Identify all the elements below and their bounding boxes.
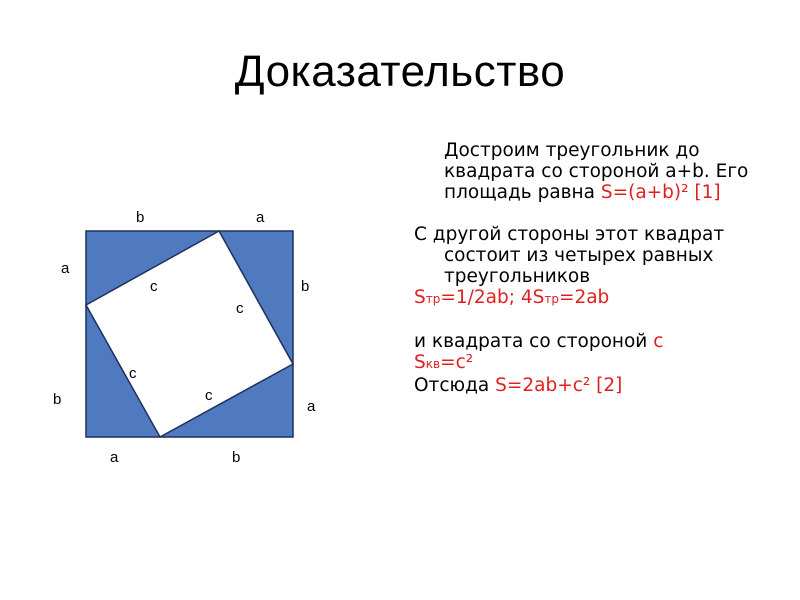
label-right-b: b — [301, 278, 310, 295]
label-top-b: b — [136, 209, 145, 226]
paragraph-4 — [414, 375, 784, 396]
p3-main-text: и квадрата со стороной — [414, 331, 654, 352]
formula-square: Sкв=c² — [414, 352, 474, 373]
p4-main-text: Отсюда — [414, 375, 496, 396]
label-c-bottom-right: c — [205, 387, 213, 404]
paragraph-3 — [414, 331, 784, 352]
p1-main-text: Достроим треугольник до квадрата со стороной a+b. Его площадь равна — [444, 140, 749, 203]
paragraph-1 — [414, 140, 784, 203]
p1-formula: S=(a+b)² [1] — [600, 182, 721, 203]
label-c-bottom-left: c — [129, 365, 137, 382]
label-bottom-b: b — [232, 449, 241, 466]
slide-title: Доказательство — [234, 47, 566, 96]
p4-formula: S=2ab+c² [2] — [495, 375, 623, 396]
paragraph-2: С другой стороны этот квадрат состоит из четырех равных треугольников — [414, 224, 725, 287]
label-bottom-a: a — [110, 449, 119, 466]
proof-text — [414, 140, 784, 396]
label-left-b: b — [53, 391, 62, 408]
label-right-a: a — [307, 398, 316, 415]
label-top-a: a — [256, 209, 265, 226]
label-c-top-right: c — [236, 300, 244, 317]
label-left-a: a — [61, 260, 70, 277]
label-c-top-left: c — [150, 278, 158, 295]
formula-triangles: Sтр=1/2ab; 4Sтр=2ab — [414, 287, 610, 308]
p3-c: c — [653, 331, 664, 352]
